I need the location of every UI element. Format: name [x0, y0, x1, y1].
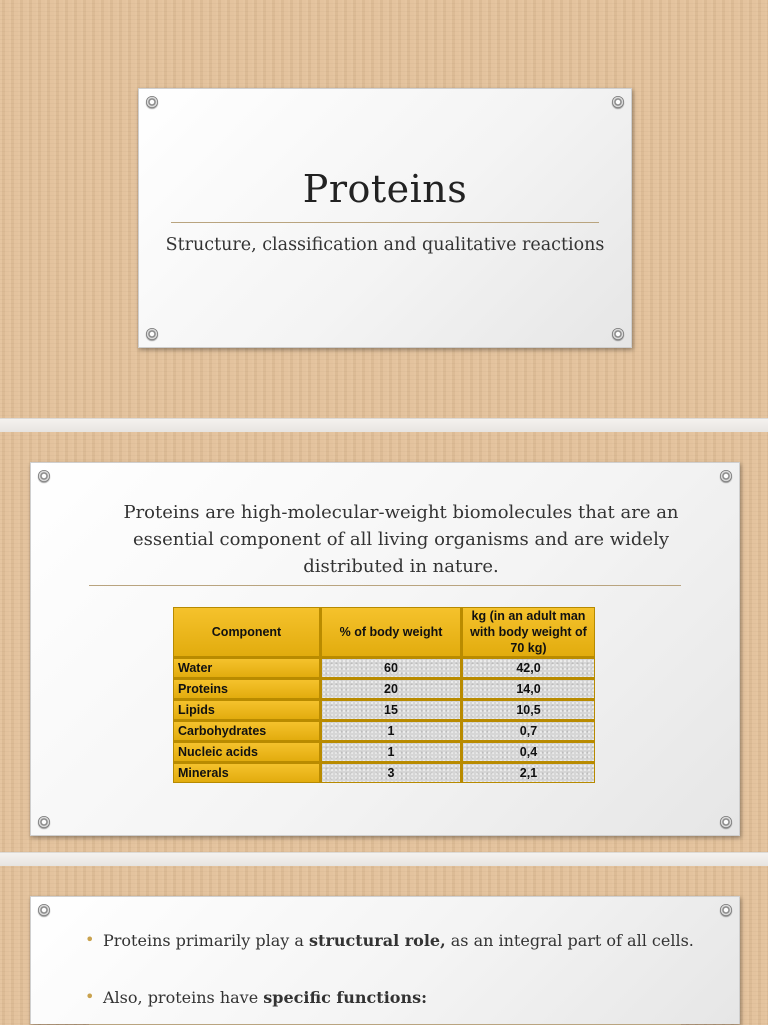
row-label: Lipids — [174, 701, 322, 722]
bullet-bold: specific functions: — [263, 988, 427, 1007]
kg-cell: 10,5 — [463, 701, 594, 722]
row-label: Minerals — [174, 764, 322, 782]
percent-cell: 60 — [322, 659, 463, 680]
intro-slide — [30, 462, 740, 836]
percent-cell: 1 — [322, 743, 463, 764]
table-row — [174, 722, 594, 743]
bullet-bold: structural role, — [309, 931, 446, 950]
table-header-row — [174, 608, 594, 659]
screw-icon — [612, 96, 624, 108]
title-slide — [138, 88, 632, 348]
row-label: Proteins — [174, 680, 322, 701]
screw-icon — [720, 816, 732, 828]
table-row — [174, 701, 594, 722]
slide-separator — [0, 418, 768, 432]
title-divider — [171, 222, 599, 223]
bullet-text: as an integral part of all cells. — [445, 931, 694, 950]
screw-icon — [38, 816, 50, 828]
percent-cell: 15 — [322, 701, 463, 722]
column-header: % of body weight — [322, 608, 463, 659]
screw-icon — [146, 96, 158, 108]
kg-cell: 2,1 — [463, 764, 594, 782]
row-label: Water — [174, 659, 322, 680]
table-row — [174, 680, 594, 701]
table-row — [174, 743, 594, 764]
kg-cell: 42,0 — [463, 659, 594, 680]
table-row — [174, 659, 594, 680]
percent-cell: 3 — [322, 764, 463, 782]
roles-slide — [30, 896, 740, 1024]
screw-icon — [38, 904, 50, 916]
column-header: kg (in an adult man with body weight of 70 kg) — [463, 608, 594, 659]
roles-bullet-list — [85, 931, 694, 1007]
kg-cell: 0,4 — [463, 743, 594, 764]
slide-title: Proteins — [302, 167, 468, 211]
screw-icon — [720, 904, 732, 916]
screw-icon — [38, 470, 50, 482]
screw-icon — [612, 328, 624, 340]
percent-cell: 20 — [322, 680, 463, 701]
bullet-icon: • — [85, 987, 95, 1006]
row-label: Carbohydrates — [174, 722, 322, 743]
bullet-text: Also, proteins have — [103, 988, 264, 1007]
slide-subtitle: Structure, classification and qualitative reactions — [165, 235, 605, 255]
table-row — [174, 764, 594, 782]
screw-icon — [720, 470, 732, 482]
bullet-text: Proteins primarily play a — [103, 931, 310, 950]
kg-cell: 0,7 — [463, 722, 594, 743]
percent-cell: 1 — [322, 722, 463, 743]
kg-cell: 14,0 — [463, 680, 594, 701]
body-composition-table — [173, 607, 595, 783]
slide-separator — [0, 852, 768, 866]
screw-icon — [146, 328, 158, 340]
intro-paragraph: Proteins are high-molecular-weight biomolecules that are an essential component of all living organisms and are widely distributed in nature. — [123, 502, 679, 577]
column-header: Component — [174, 608, 322, 659]
paragraph-divider — [89, 585, 681, 586]
list-item — [85, 988, 694, 1007]
bullet-icon: • — [85, 930, 95, 949]
row-label: Nucleic acids — [174, 743, 322, 764]
list-item — [85, 931, 694, 950]
